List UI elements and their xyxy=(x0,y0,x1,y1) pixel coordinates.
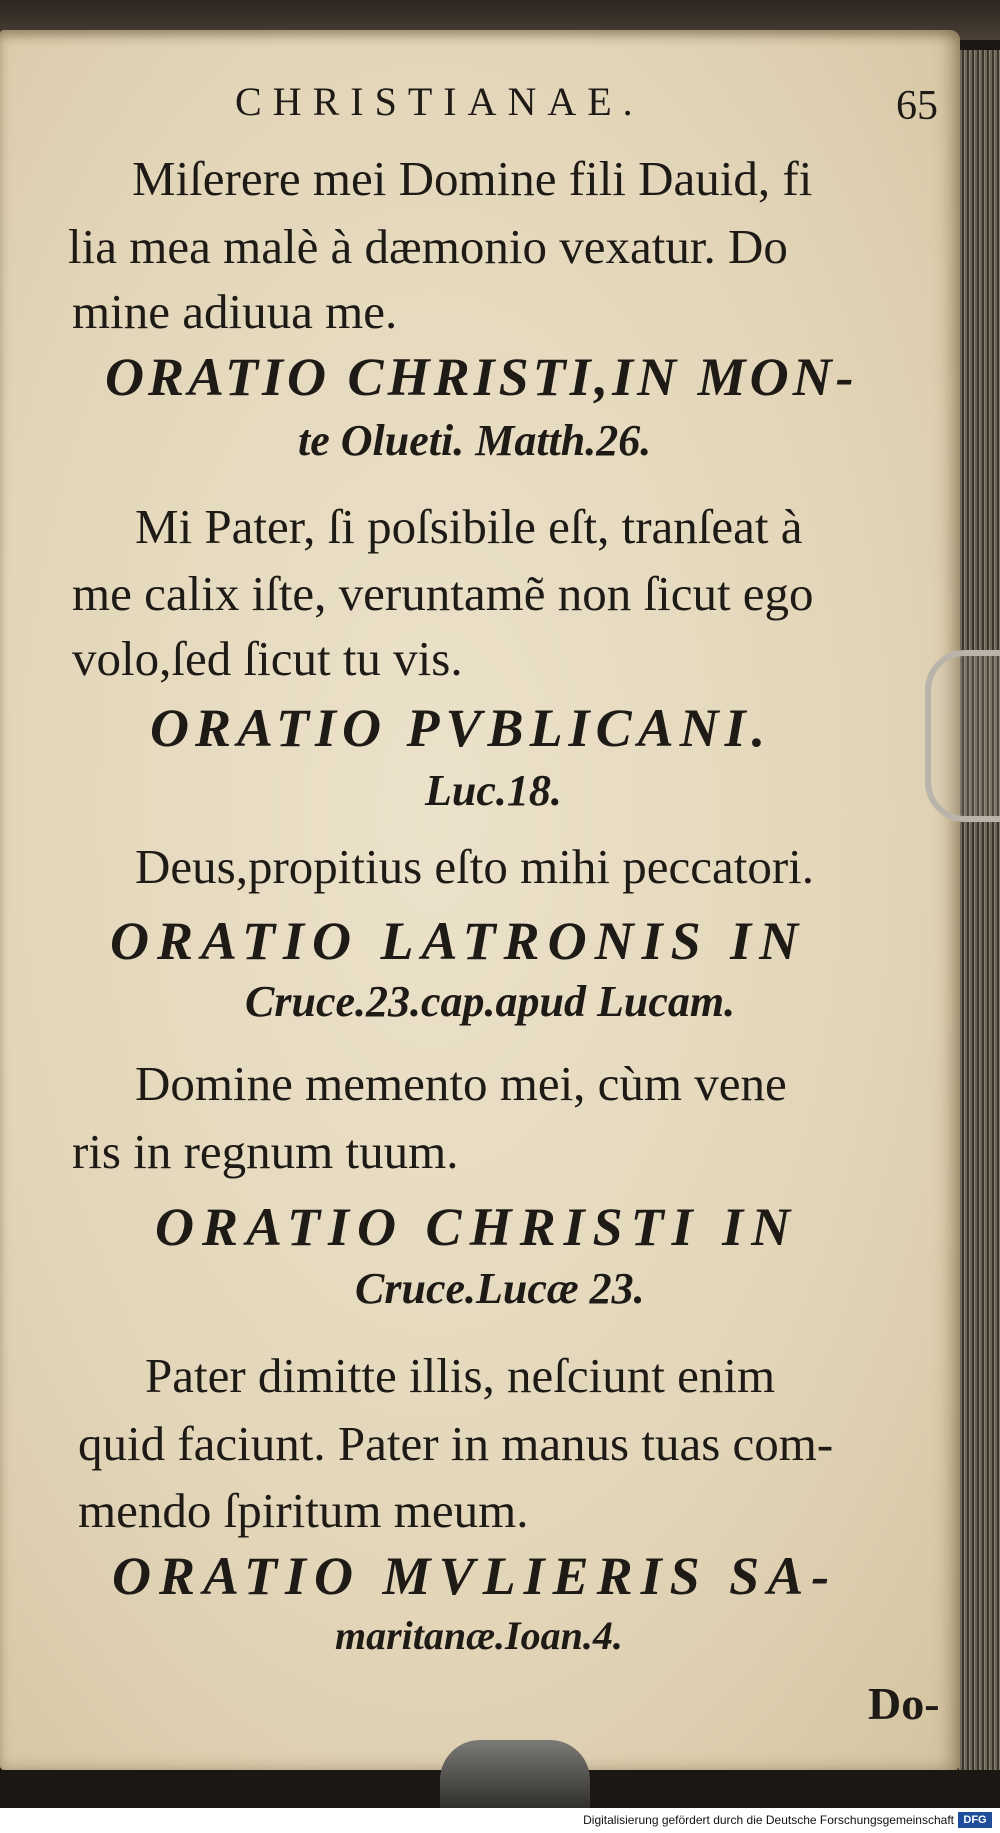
text-line: volo,ſed ſicut tu vis. xyxy=(72,631,463,686)
text-line: me calix iſte, veruntamẽ non ſicut ego xyxy=(72,566,814,621)
text-line: lia mea malè à dæmonio vexatur. Do xyxy=(68,219,788,274)
catchword: Do- xyxy=(868,1678,940,1729)
text-line: Pater dimitte illis, neſciunt enim xyxy=(145,1348,776,1403)
section-heading: ORATIO LATRONIS IN xyxy=(110,911,807,971)
footer-bar xyxy=(0,1808,1000,1833)
page-number: 65 xyxy=(896,83,938,129)
bottom-clip xyxy=(440,1740,590,1810)
text-line: Miſerere mei Domine fili Dauid, fi xyxy=(132,151,813,206)
text-line: quid faciunt. Pater in manus tuas com- xyxy=(78,1416,834,1471)
text-line: ris in regnum tuum. xyxy=(72,1124,459,1179)
running-head: CHRISTIANAE. xyxy=(235,79,644,124)
text-line: Domine memento mei, cùm vene xyxy=(135,1056,787,1111)
funding-credit: Digitalisierung gefördert durch die Deutsche Forschungsgemeinschaft xyxy=(583,1813,954,1827)
section-heading: ORATIO PVBLICANI. xyxy=(150,698,772,758)
text-line: mendo ſpiritum meum. xyxy=(78,1483,529,1538)
text-line: Mi Pater, ſi poſsibile eſt, tranſeat à xyxy=(135,499,803,554)
section-reference: Luc.18. xyxy=(425,766,562,815)
section-reference: Cruce.23.cap.apud Lucam. xyxy=(245,977,736,1026)
text-line: Deus,propitius eſto mihi peccatori. xyxy=(135,839,815,894)
section-heading: ORATIO CHRISTI,IN MON- xyxy=(105,347,858,407)
section-heading: ORATIO CHRISTI IN xyxy=(155,1197,799,1257)
section-reference: te Olueti. Matth.26. xyxy=(298,416,652,465)
section-reference: Cruce.Lucæ 23. xyxy=(355,1264,645,1313)
text-line: mine adiuua me. xyxy=(72,284,398,339)
book-clasp xyxy=(925,650,1000,822)
page-edges xyxy=(955,50,1000,1770)
dfg-logo: DFG xyxy=(958,1812,992,1828)
section-heading: ORATIO MVLIERIS SA- xyxy=(112,1546,838,1606)
section-reference: maritanæ.Ioan.4. xyxy=(335,1613,623,1658)
